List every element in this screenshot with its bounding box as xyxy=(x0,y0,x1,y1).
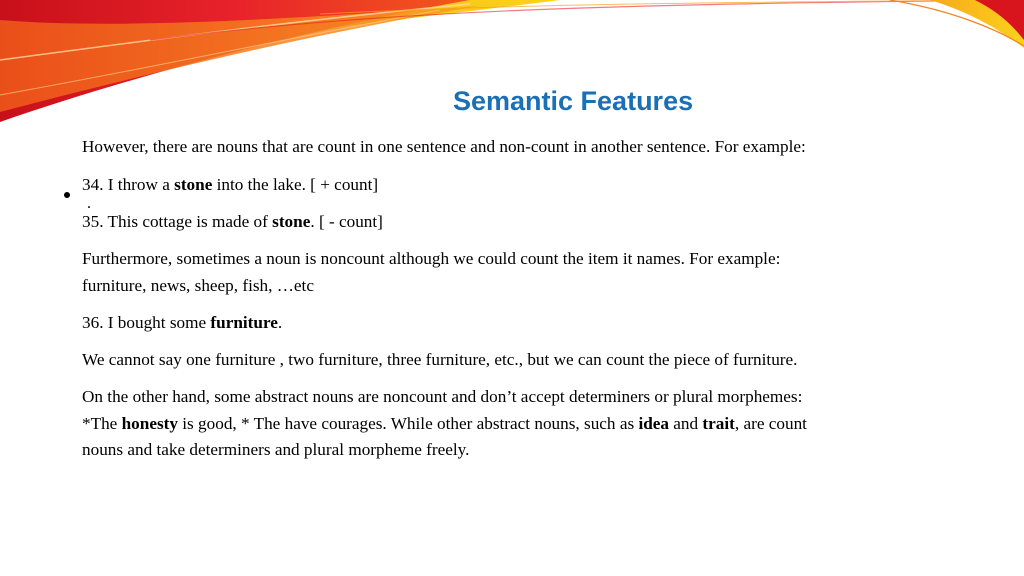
example-36-text: 36. I bought some xyxy=(82,313,211,332)
examples-list: furniture, news, sheep, fish, …etc xyxy=(82,275,314,295)
bullet-icon xyxy=(64,192,70,198)
example-36-tail: . xyxy=(277,313,283,332)
intro-text: However, there are nouns that are count in one sentence and non-count in another sentence. For example: xyxy=(82,137,806,156)
bold-idea: idea xyxy=(638,413,669,433)
example-34-tail: into the lake. [ + count] xyxy=(212,175,379,194)
abstract-text: and xyxy=(669,413,703,433)
example-35-text: 35. This cottage is made of xyxy=(82,212,273,231)
example-36-bold: furniture xyxy=(210,313,278,332)
abstract-line-3: nouns and take determiners and plural morpheme freely. xyxy=(82,440,470,459)
example-34-text: 34. I throw a xyxy=(82,175,175,194)
abstract-line-1: On the other hand, some abstract nouns are noncount and don’t accept determiners or plural morphemes: xyxy=(82,387,803,406)
intro-paragraph xyxy=(82,134,912,161)
abstract-text: , are count xyxy=(734,413,807,433)
slide-title: Semantic Features xyxy=(453,86,694,116)
example-34-bold: stone xyxy=(174,175,213,194)
bold-honesty: honesty xyxy=(121,413,178,433)
decorative-swoosh-banner xyxy=(0,0,1024,140)
example-36 xyxy=(82,310,912,337)
example-35-tail: . [ - count] xyxy=(310,212,383,231)
example-35 xyxy=(82,209,912,236)
example-35-bold: stone xyxy=(272,212,311,231)
abstract-text: is good, * The have courages. While other abstract nouns, such as xyxy=(177,413,639,433)
furthermore-text: Furthermore, sometimes a noun is noncount although we could count the item it names. For example: xyxy=(82,249,781,268)
cannot-say-paragraph xyxy=(82,347,912,374)
bold-trait: trait xyxy=(702,413,735,433)
example-34 xyxy=(82,172,912,199)
cannot-say-text: We cannot say one furniture , two furniture, three furniture, etc., but we can count the piece of furniture. xyxy=(82,350,798,369)
abstract-nouns-paragraph xyxy=(82,384,912,464)
furthermore-paragraph xyxy=(82,246,912,299)
abstract-text: *The xyxy=(82,413,122,433)
stray-dot: . xyxy=(87,195,91,212)
